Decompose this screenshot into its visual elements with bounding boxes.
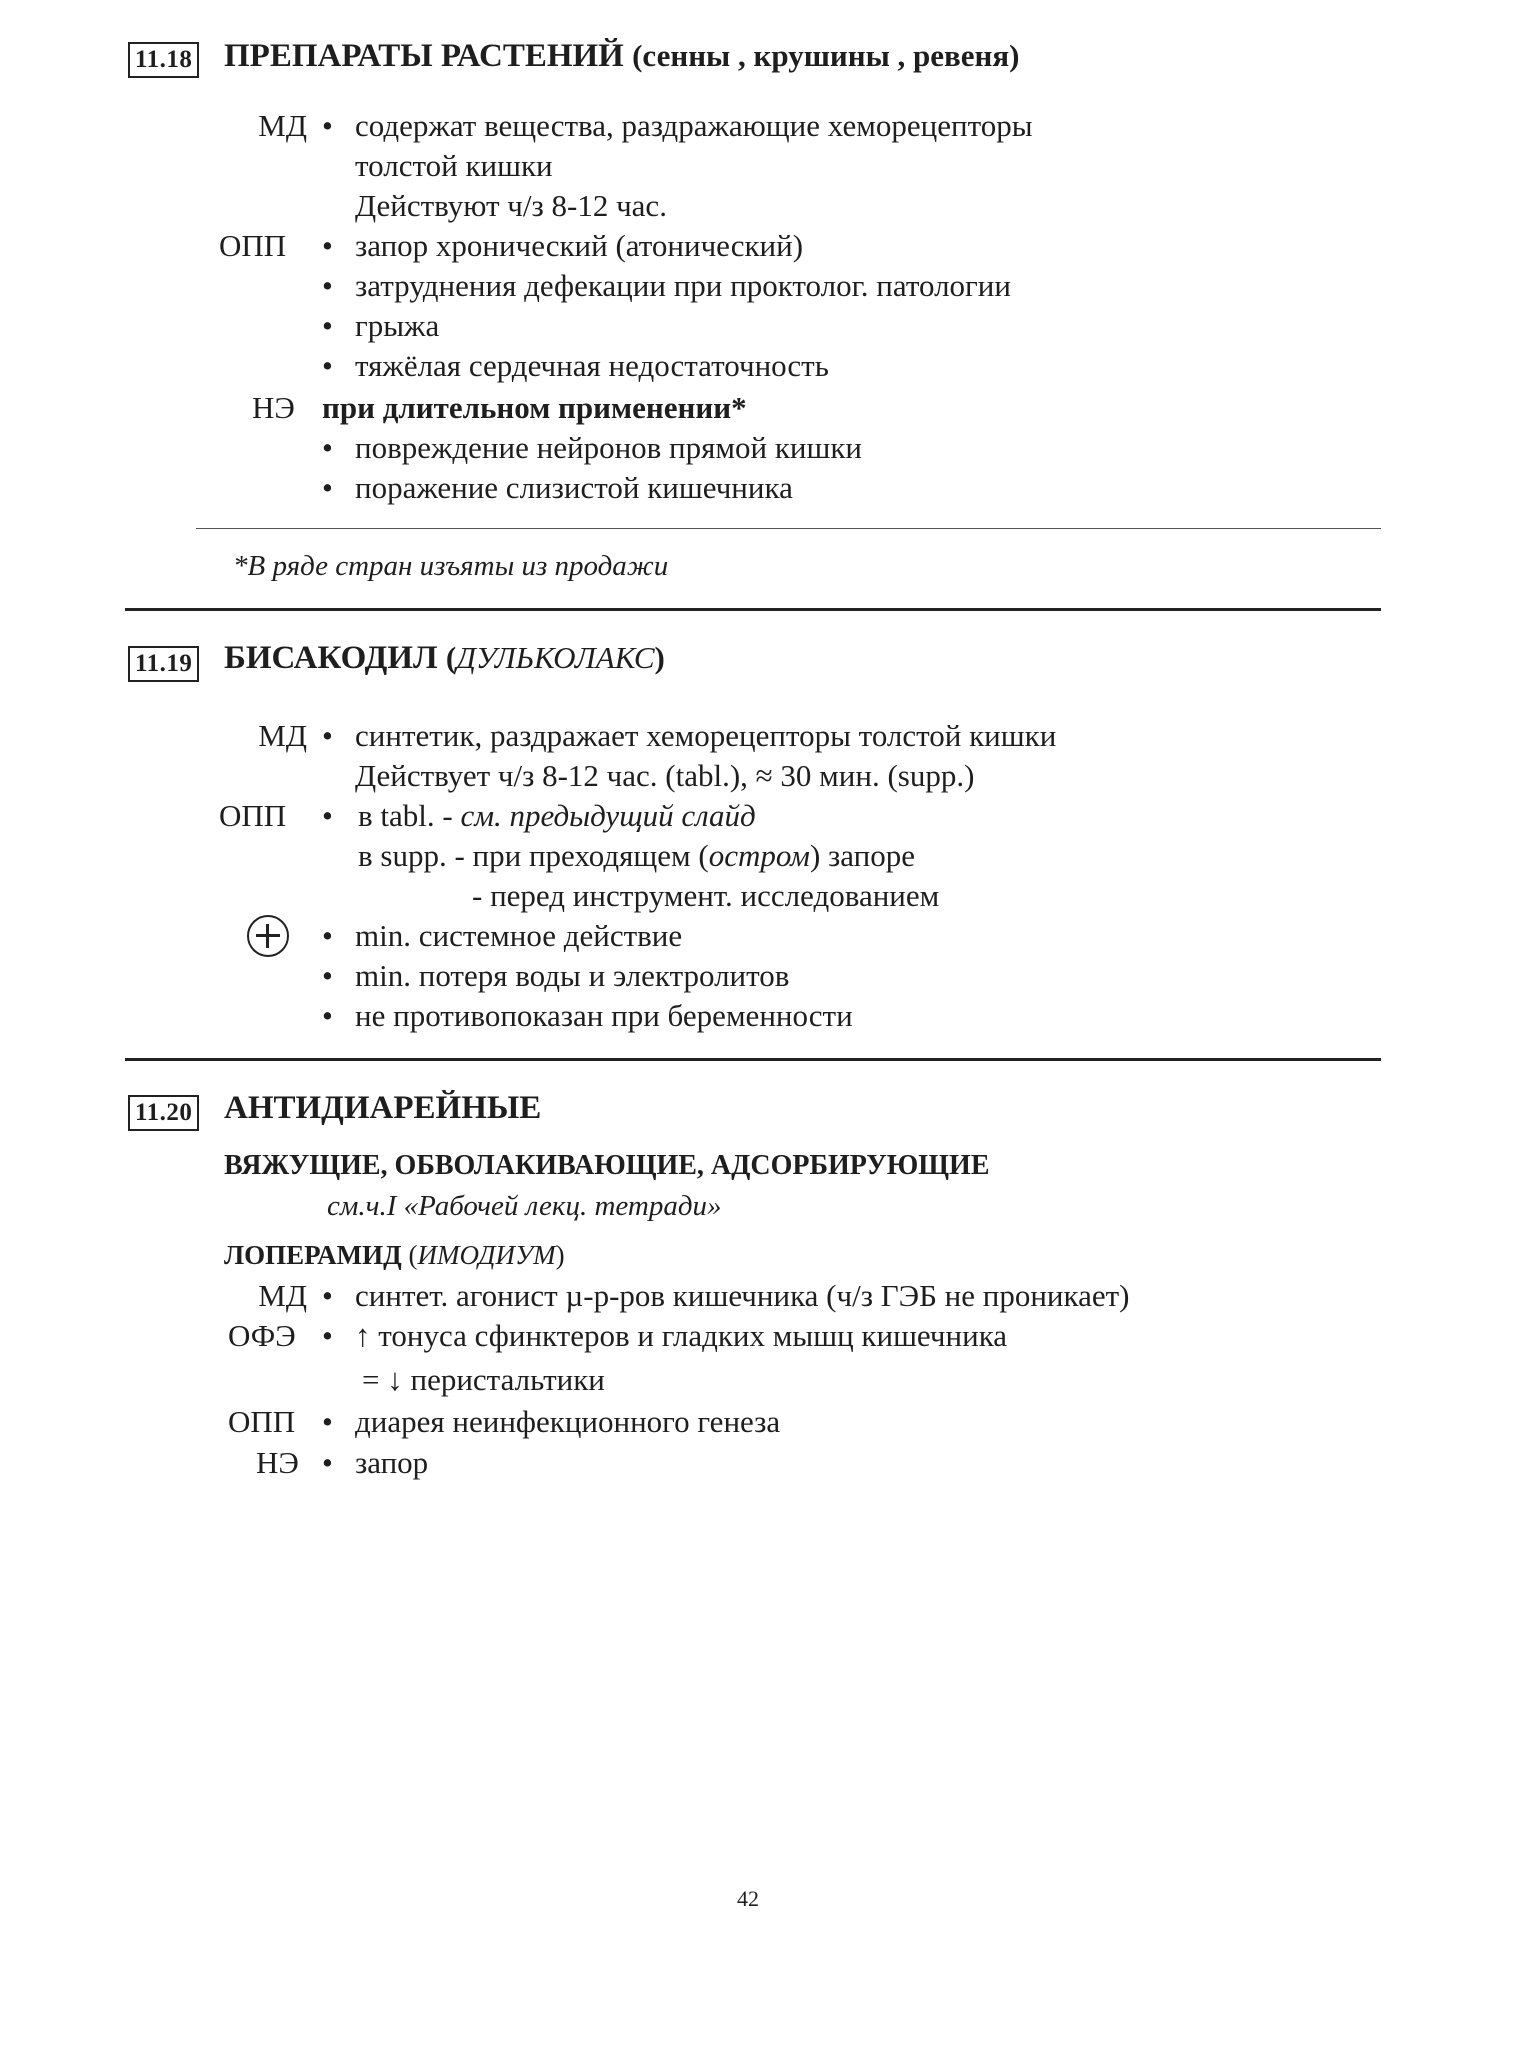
ne-label: НЭ	[252, 390, 295, 425]
bullet: •	[322, 1404, 333, 1439]
opp-tabl-ref: см. предыдущий слайд	[460, 798, 756, 833]
md-line: толстой кишки	[355, 148, 553, 183]
ne-label: НЭ	[256, 1445, 299, 1480]
section-title-11-19	[224, 640, 665, 677]
bullet: •	[322, 718, 333, 753]
drug-brand: ИМОДИУМ	[417, 1240, 556, 1270]
opp-item: грыжа	[355, 308, 440, 343]
ne-item: повреждение нейронов прямой кишки	[355, 430, 863, 465]
opp-supp-italic: остром	[708, 838, 810, 873]
opp-tabl-prefix: в tabl. -	[358, 798, 461, 833]
bullet: •	[322, 268, 333, 303]
opp-supp-line2: - перед инструмент. исследованием	[472, 878, 940, 913]
section-divider	[125, 1058, 1381, 1061]
ne-item: поражение слизистой кишечника	[355, 470, 793, 505]
ofe-line: ↑ тонуса сфинктеров и гладких мышц кишечника	[355, 1318, 1008, 1353]
bullet: •	[322, 1318, 333, 1353]
md-line: Действуют ч/з 8-12 час.	[355, 188, 667, 223]
section-title-text: БИСАКОДИЛ	[224, 640, 438, 676]
md-line: содержат вещества, раздражающие хеморецепторы	[355, 108, 1033, 143]
opp-supp-prefix: в supp. - при преходящем (	[358, 838, 709, 873]
bullet: •	[322, 998, 333, 1033]
section-title-paren: (сенны , крушины , ревеня)	[632, 38, 1020, 73]
section-number-11-19: 11.19	[128, 646, 199, 682]
bullet: •	[322, 430, 333, 465]
opp-line: диарея неинфекционного генеза	[355, 1404, 781, 1439]
section-number-11-20: 11.20	[128, 1095, 199, 1131]
opp-label: ОПП	[219, 798, 287, 833]
opp-tabl-line	[358, 798, 756, 834]
subheading-reference: см.ч.I «Рабочей лекц. тетради»	[327, 1190, 722, 1222]
md-label: МД	[258, 1278, 307, 1313]
md-label: МД	[258, 108, 307, 143]
footnote-divider	[196, 528, 1381, 529]
section-title-text: ПРЕПАРАТЫ РАСТЕНИЙ	[224, 38, 624, 74]
ne-line: запор	[355, 1445, 429, 1480]
drug-close: )	[555, 1240, 565, 1270]
advantage-item: не противопоказан при беременности	[355, 998, 853, 1033]
ofe-line: = ↓ перистальтики	[362, 1362, 605, 1397]
page-number: 42	[737, 1886, 759, 1911]
bullet: •	[322, 308, 333, 343]
bullet: •	[322, 228, 333, 263]
ne-heading: при длительном применении*	[322, 390, 747, 425]
section-title-italic: ДУЛЬКОЛАКС	[456, 640, 655, 675]
subheading-astringents: ВЯЖУЩИЕ, ОБВОЛАКИВАЮЩИЕ, АДСОРБИРУЮЩИЕ	[224, 1150, 990, 1181]
bullet: •	[322, 1278, 333, 1313]
opp-item: затруднения дефекации при проктолог. патологии	[355, 268, 1011, 303]
section-title-11-20: АНТИДИАРЕЙНЫЕ	[224, 1090, 542, 1126]
advantage-item: min. системное действие	[355, 918, 683, 953]
md-line: синтетик, раздражает хеморецепторы толстой кишки	[355, 718, 1057, 753]
opp-supp-line	[358, 838, 915, 874]
md-line: Действует ч/з 8-12 час. (tabl.), ≈ 30 мин. (supp.)	[355, 758, 975, 793]
section-divider	[125, 608, 1381, 611]
bullet: •	[322, 108, 333, 143]
bullet: •	[322, 1445, 333, 1480]
bullet: •	[322, 470, 333, 505]
opp-item: запор хронический (атонический)	[355, 228, 804, 263]
footnote: *В ряде стран изъяты из продажи	[233, 550, 669, 582]
opp-label: ОПП	[228, 1404, 296, 1439]
bullet: •	[322, 348, 333, 383]
section-title-11-18	[224, 38, 1020, 75]
section-title-close: )	[654, 640, 665, 675]
opp-item: тяжёлая сердечная недостаточность	[355, 348, 829, 383]
ofe-label: ОФЭ	[228, 1318, 296, 1353]
drug-name: ЛОПЕРАМИД	[224, 1240, 402, 1270]
opp-supp-suffix: ) запоре	[809, 838, 915, 873]
opp-label: ОПП	[219, 228, 287, 263]
bullet: •	[322, 918, 333, 953]
md-label: МД	[258, 718, 307, 753]
md-line: синтет. агонист µ-р-ров кишечника (ч/з ГЭБ не проникает)	[355, 1278, 1130, 1313]
drug-heading	[224, 1240, 565, 1271]
bullet: •	[322, 958, 333, 993]
advantage-item: min. потеря воды и электролитов	[355, 958, 790, 993]
plus-circle-icon	[247, 915, 289, 957]
bullet: •	[322, 798, 333, 833]
section-number-11-18: 11.18	[128, 42, 199, 78]
drug-open: (	[401, 1240, 418, 1270]
section-title-open: (	[445, 640, 457, 675]
